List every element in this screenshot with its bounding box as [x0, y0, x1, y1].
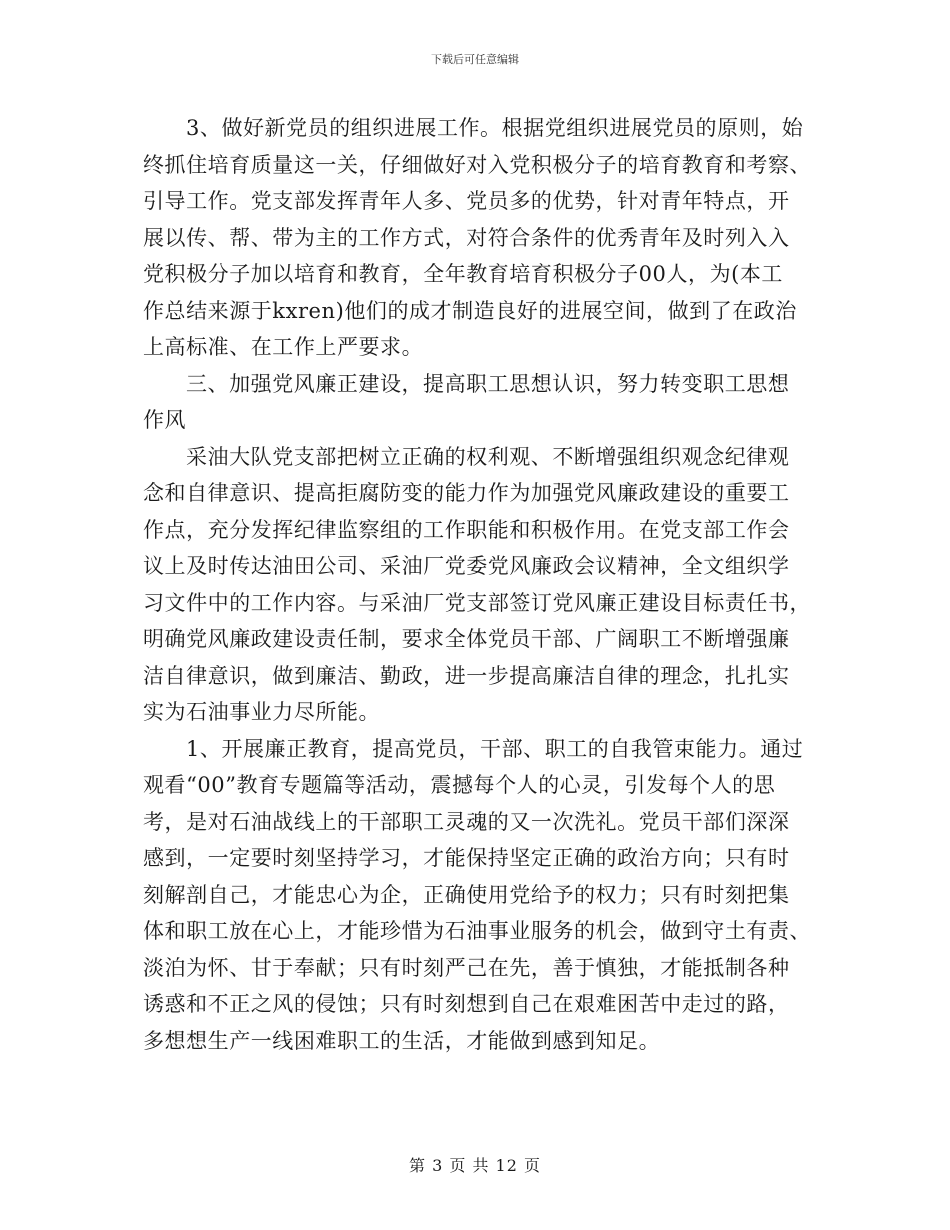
text-line: 引导工作。党支部发挥青年人多、党员多的优势，针对青年特点，开 [143, 189, 790, 213]
text-line: 多想想生产一线困难职工的生活，才能做到感到知足。 [143, 1028, 661, 1053]
text-line: 1、开展廉正教育，提高党员，干部、职工的自我管束能力。通过 [186, 736, 804, 761]
text-line: 洁自律意识，做到廉洁、勤政，进一步提高廉洁自律的理念，扎扎实 [143, 663, 790, 688]
page-header-note: 下载后可任意编辑 [431, 53, 519, 66]
page-number-footer: 第 3 页 共 12 页 [409, 1156, 541, 1175]
text-line: 终抓住培育质量这一关，仔细做好对入党积极分子的培育教育和考察、 [143, 152, 812, 177]
text-line: 诱惑和不正之风的侵蚀；只有时刻想到自己在艰难困苦中走过的路， [143, 992, 790, 1016]
section-heading-line: 三、加强党风廉正建设，提高职工思想认识，努力转变职工思想 [186, 371, 790, 396]
text-line: 考，是对石油战线上的干部职工灵魂的又一次洗礼。党员干部们深深 [143, 809, 790, 834]
text-line: 淡泊为怀、甘于奉献；只有时刻严己在先，善于慎独，才能抵制各种 [143, 955, 790, 980]
text-line: 观看“00”教育专题篇等活动，震撼每个人的心灵，引发每个人的思 [143, 773, 776, 797]
text-line: 采油大队党支部把树立正确的权利观、不断增强组织观念纪律观 [186, 444, 790, 469]
text-line: 议上及时传达油田公司、采油厂党委党风廉政会议精神，全文组织学 [143, 554, 790, 578]
text-line: 实为石油事业力尽所能。 [143, 700, 381, 724]
text-line: 体和职工放在心上，才能珍惜为石油事业服务的机会，做到守土有责、 [143, 919, 812, 943]
document-body [143, 110, 812, 1059]
text-line: 党积极分子加以培育和教育，全年教育培育积极分子00人，为(本工 [143, 262, 783, 286]
section-heading-line: 作风 [143, 408, 187, 432]
text-line: 习文件中的工作内容。与采油厂党支部签订党风廉正建设目标责任书， [143, 590, 812, 615]
text-line: 展以传、帮、带为主的工作方式，对符合条件的优秀青年及时列入入 [143, 225, 790, 250]
text-line: 作总结来源于kxren)他们的成才制造良好的进展空间，做到了在政治 [143, 298, 797, 323]
text-line: 念和自律意识、提高拒腐防变的能力作为加强党风廉政建设的重要工 [143, 481, 790, 505]
text-line: 明确党风廉政建设责任制，要求全体党员干部、广阔职工不断增强廉 [143, 627, 790, 651]
text-line: 作点，充分发挥纪律监察组的工作职能和积极作用。在党支部工作会 [143, 517, 790, 542]
text-line: 刻解剖自己，才能忠心为企，正确使用党给予的权力；只有时刻把集 [143, 882, 790, 907]
text-line: 上高标准、在工作上严要求。 [143, 335, 424, 359]
text-line: 感到，一定要时刻坚持学习，才能保持坚定正确的政治方向；只有时 [143, 846, 790, 870]
text-line: 3、做好新党员的组织进展工作。根据党组织进展党员的原则，始 [186, 116, 804, 140]
